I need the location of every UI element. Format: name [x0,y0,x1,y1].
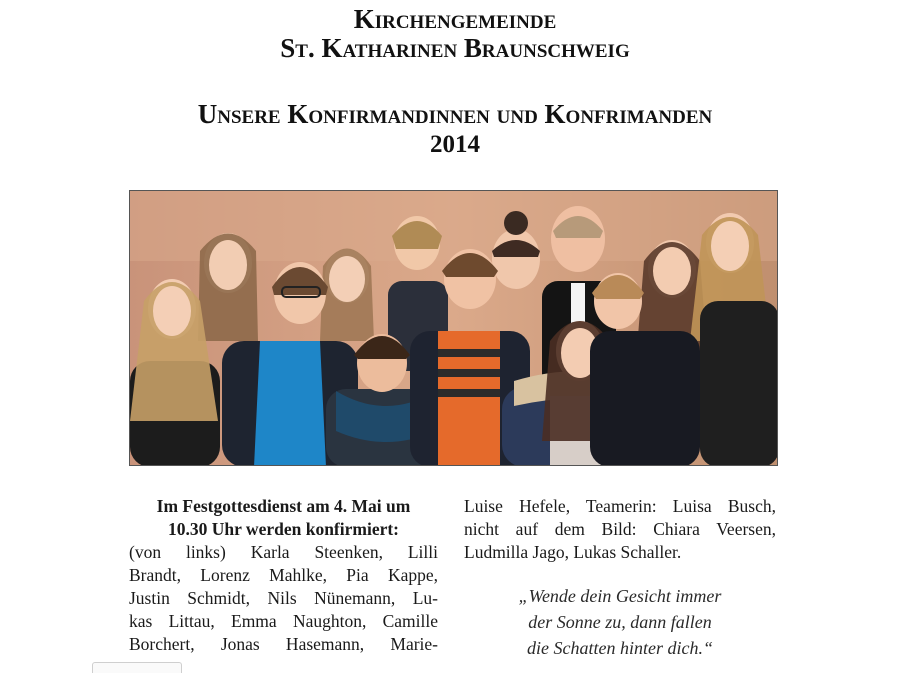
page-title-year: 2014 [430,131,480,158]
names-line: Brandt, Lorenz Mahlke, Pia Kappe, [129,565,438,585]
left-column [129,495,438,656]
lead-line2: 10.30 Uhr werden konfirmiert: [167,519,400,539]
names-line: Justin Schmidt, Nils Nünemann, Lu- [129,588,438,608]
names-line: Luise Hefele, Teamerin: Luisa Busch, [464,496,776,516]
names-line: (von links) Karla Steenken, Lilli [129,542,438,562]
page-title: Unsere Konfirmandinnen und Konfrimanden [197,99,713,129]
church-name-line2: St. Katharinen Braunschweig [280,33,630,63]
names-line: kas Littau, Emma Naughton, Camille [129,611,438,631]
quote-line: die Schatten hinter dich.“ [527,638,713,658]
names-line: Borchert, Jonas Hasemann, Marie- [129,634,438,654]
lead-line1: Im Festgottesdienst am 4. Mai um [156,496,411,516]
names-line: nicht auf dem Bild: Chiara Veersen, [464,519,776,539]
quote-line: der Sonne zu, dann fallen [528,612,712,632]
group-photo [129,190,778,466]
bible-quote [464,583,776,661]
group-photo-illustration [130,191,778,466]
page-corner-tab [92,662,182,673]
names-line: Ludmilla Jago, Lukas Schaller. [464,542,682,562]
quote-line: „Wende dein Gesicht immer [518,586,722,606]
church-name-line1: Kirchengemeinde [353,4,557,34]
right-column [464,495,776,564]
